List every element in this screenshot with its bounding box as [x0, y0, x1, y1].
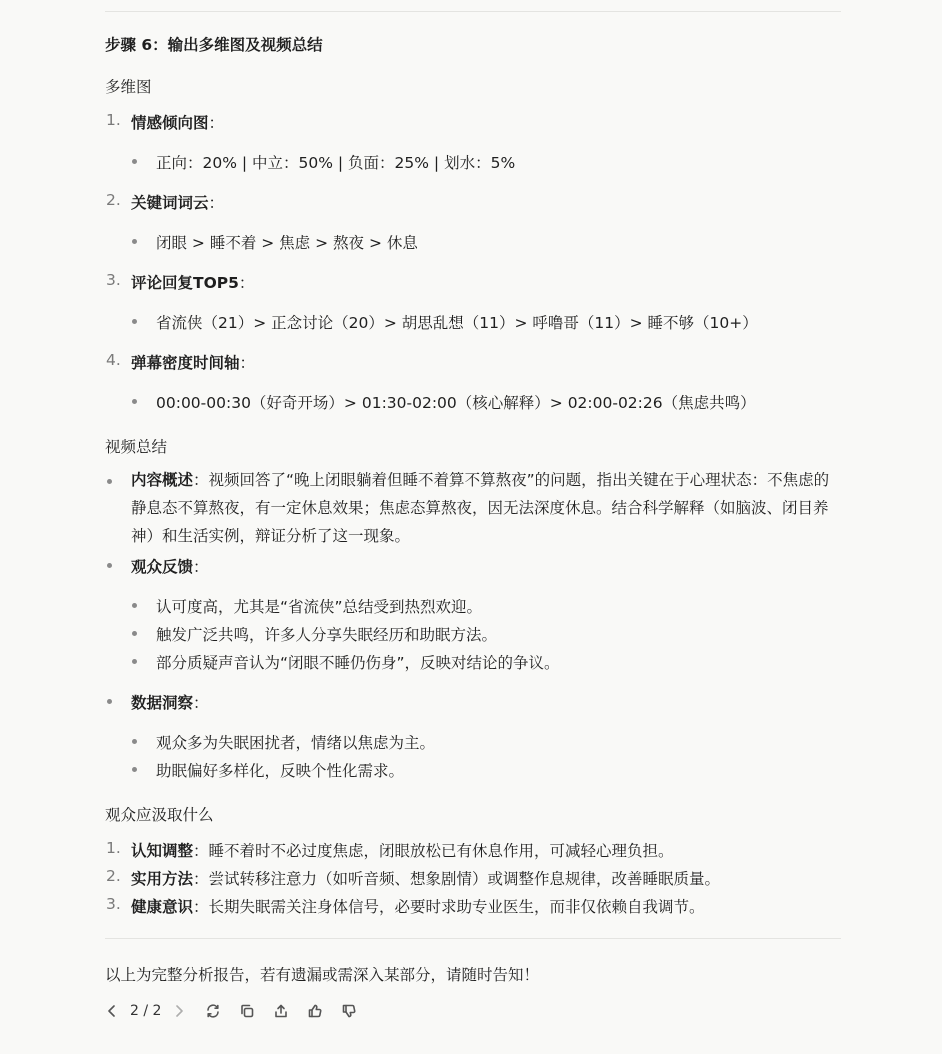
takeaway-item: 认知调整：睡不着时不必过度焦虑，闭眼放松已有休息作用，可减轻心理负担。 [131, 842, 674, 860]
list-item-title: 关键词词云： [131, 194, 225, 212]
chevron-right-icon[interactable] [167, 999, 191, 1023]
bullet-dot [132, 767, 137, 772]
copy-icon[interactable] [235, 999, 259, 1023]
content-overview: 内容概述：视频回答了“晚上闭眼躺着但睡不着算不算熬夜”的问题，指出关键在于心理状态：不焦虑的静息态不算熬夜，有一定休息效果；焦虑态算熬夜，因无法深度休息。结合科学解释（如脑波、闭目养神）和生活实例，辩证分析了这一现象。 [131, 471, 830, 545]
bullet-text: 助眠偏好多样化，反映个性化需求。 [156, 762, 405, 780]
bullet-text: 省流侠（21）> 正念讨论（20）> 胡思乱想（11）> 呼噜哥（11）> 睡不够（10+） [156, 314, 758, 332]
list-number: 4. [106, 351, 121, 369]
bullet-text: 部分质疑声音认为“闭眼不睡仍伤身”，反映对结论的争议。 [156, 654, 560, 672]
closing-text: 以上为完整分析报告，若有遗漏或需深入某部分，请随时告知！ [105, 966, 540, 984]
list-number: 2. [106, 191, 121, 209]
bullet-dot [132, 319, 137, 324]
insight-title: 数据洞察： [131, 694, 209, 712]
list-number: 2. [106, 867, 121, 885]
share-icon[interactable] [269, 999, 293, 1023]
bullet-dot [132, 159, 137, 164]
thumbs-down-icon[interactable] [337, 999, 361, 1023]
chevron-left-icon[interactable] [100, 999, 124, 1023]
bullet-text: 00:00-00:30（好奇开场）> 01:30-02:00（核心解释）> 02:00-02:26（焦虑共鸣） [156, 394, 756, 412]
bullet-dot [107, 699, 112, 704]
list-number: 1. [106, 111, 121, 129]
takeaway-item: 实用方法：尝试转移注意力（如听音频、想象剧情）或调整作息规律，改善睡眠质量。 [131, 870, 721, 888]
takeaway-item: 健康意识：长期失眠需关注身体信号，必要时求助专业医生，而非仅依赖自我调节。 [131, 898, 705, 916]
bullet-dot [132, 739, 137, 744]
thumbs-up-icon[interactable] [303, 999, 327, 1023]
divider-bottom [105, 938, 841, 939]
pager-text: 2 / 2 [130, 1003, 162, 1019]
bullet-dot [107, 479, 112, 484]
list-number: 1. [106, 839, 121, 857]
bullet-dot [132, 631, 137, 636]
feedback-title: 观众反馈： [131, 558, 209, 576]
list-item-title: 评论回复TOP5： [131, 274, 255, 292]
list-number: 3. [106, 271, 121, 289]
bullet-dot [132, 399, 137, 404]
bullet-text: 正向：20% | 中立：50% | 负面：25% | 划水：5% [156, 154, 516, 172]
response-toolbar [100, 999, 361, 1023]
takeaway-heading: 观众应汲取什么 [105, 806, 214, 824]
list-number: 3. [106, 895, 121, 913]
bullet-text: 观众多为失眠困扰者，情绪以焦虑为主。 [156, 734, 436, 752]
list-item-title: 弹幕密度时间轴： [131, 354, 256, 372]
regenerate-icon[interactable] [201, 999, 225, 1023]
summary-heading: 视频总结 [105, 438, 168, 456]
step-title: 步骤 6：输出多维图及视频总结 [105, 36, 323, 54]
list-item-title: 情感倾向图： [131, 114, 225, 132]
bullet-text: 闭眼 > 睡不着 > 焦虑 > 熬夜 > 休息 [156, 234, 418, 252]
bullet-text: 认可度高，尤其是“省流侠”总结受到热烈欢迎。 [156, 598, 483, 616]
bullet-dot [107, 563, 112, 568]
bullet-dot [132, 603, 137, 608]
bullet-text: 触发广泛共鸣，许多人分享失眠经历和助眠方法。 [156, 626, 498, 644]
divider-top [105, 11, 841, 12]
multi-chart-heading: 多维图 [105, 78, 152, 96]
bullet-dot [132, 239, 137, 244]
bullet-dot [132, 659, 137, 664]
